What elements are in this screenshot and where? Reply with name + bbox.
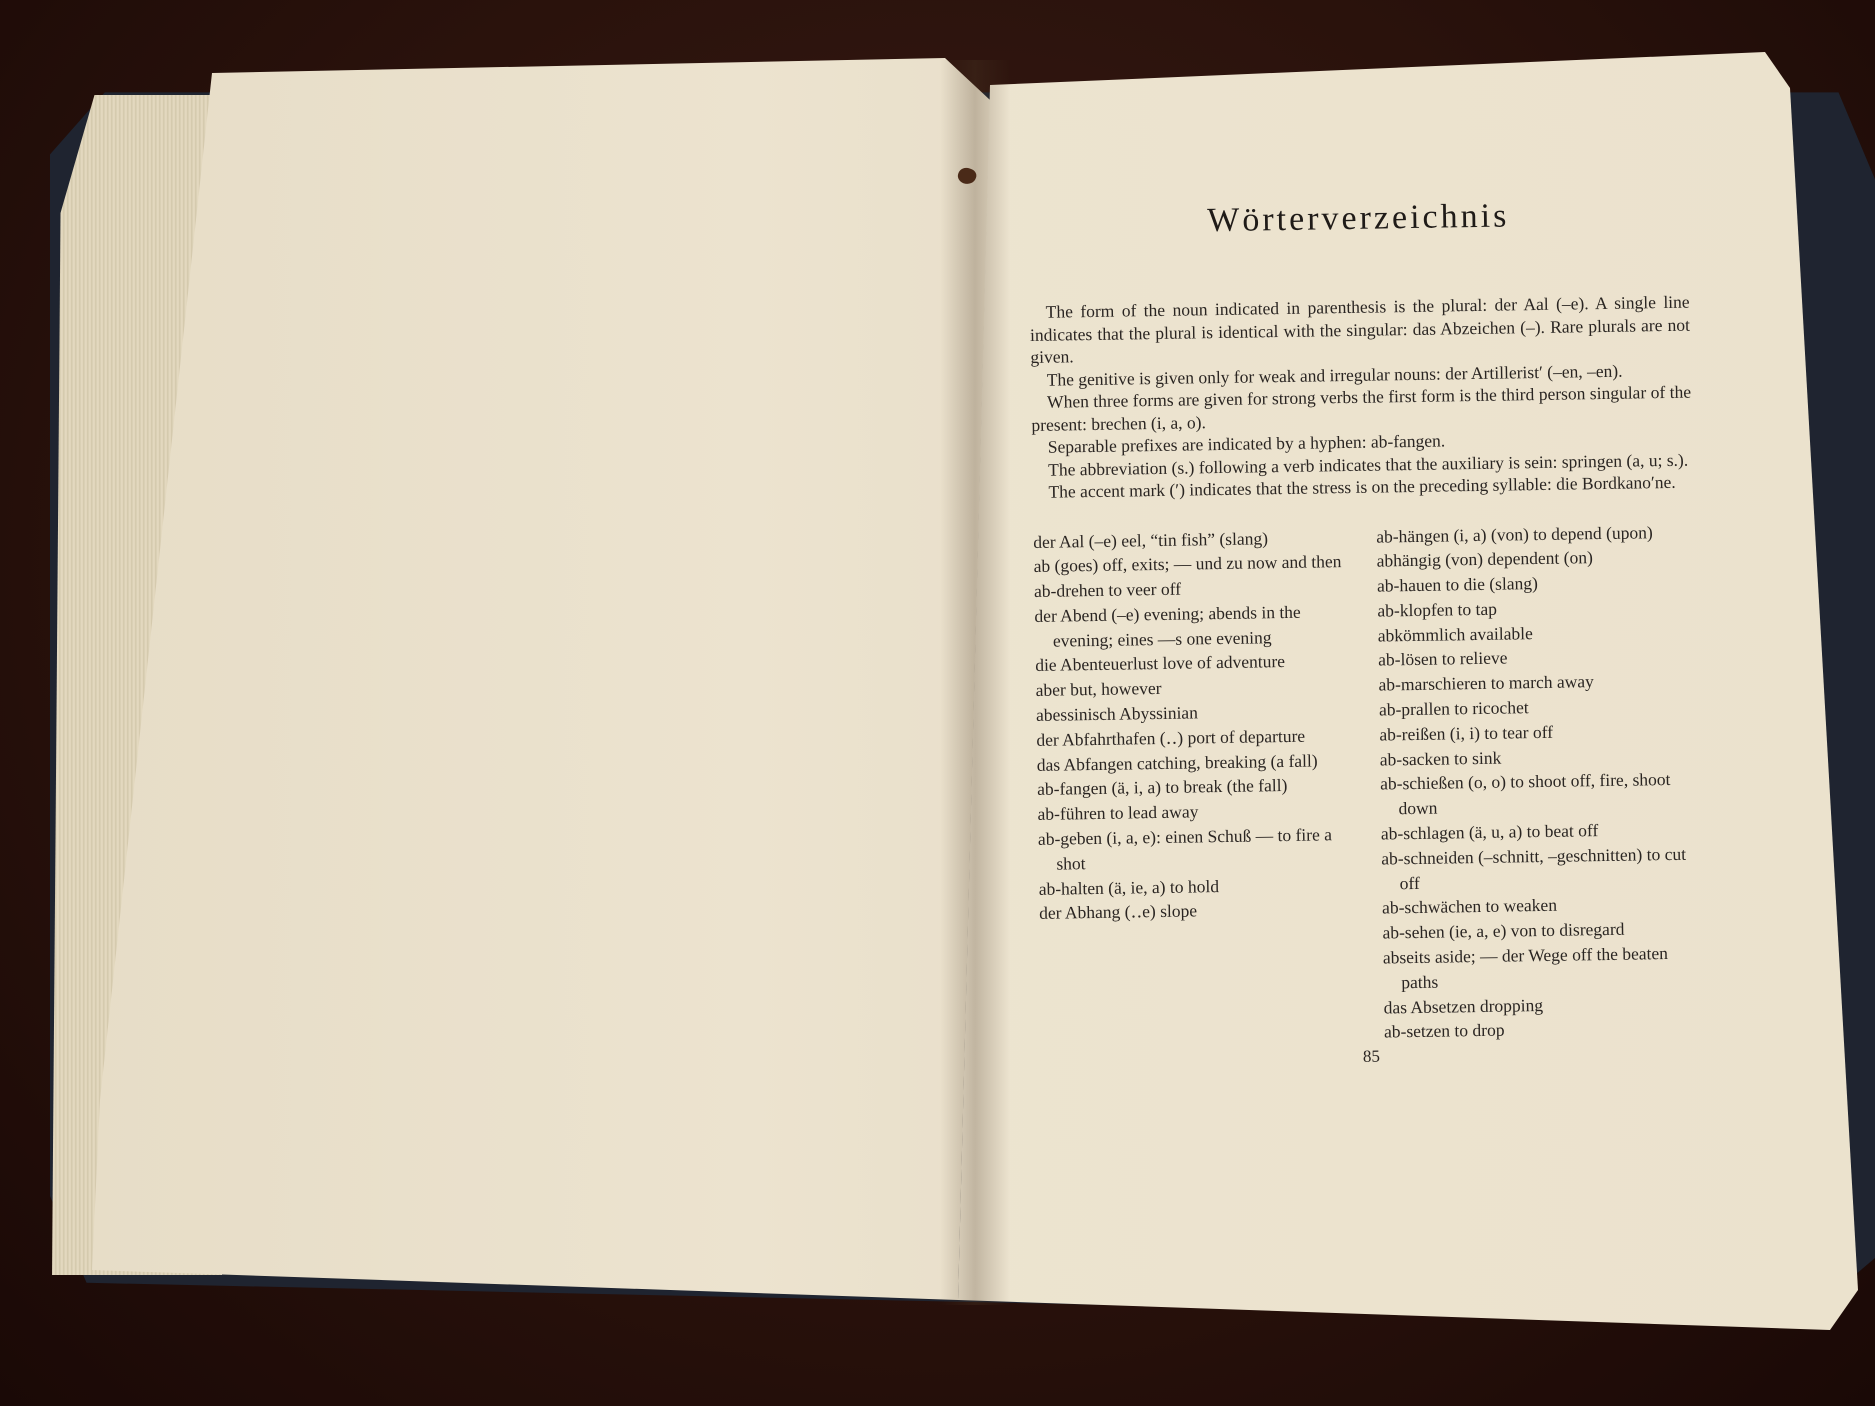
glossary-entry: abkömmlich available	[1377, 622, 1533, 646]
glossary-entry: der Abfahrthafen (‥) port of departure	[1036, 725, 1306, 750]
glossary-entry: der Abend (–e) evening; abends in the evening; eines —s one evening	[1034, 601, 1301, 651]
glossary-entry: das Absetzen dropping	[1383, 994, 1544, 1018]
glossary-entry: aber but, however	[1035, 678, 1162, 701]
glossary-entry: ab-geben (i, a, e): einen Schuß — to fire a shot	[1037, 824, 1333, 874]
glossary-columns	[1033, 519, 1701, 1050]
intro-paragraph: The genitive is given only for weak and irregular nouns: der Artillerist′ (–en, –en).	[1046, 360, 1623, 390]
glossary-entry: abhängig (von) dependent (on)	[1376, 547, 1594, 571]
glossary-entry: ab-marschieren to march away	[1378, 671, 1594, 695]
glossary-left-column	[1033, 524, 1358, 1050]
intro-paragraph: The accent mark (′) indicates that the stress is on the preceding syllable: die Bordkano′ne.	[1048, 471, 1676, 502]
glossary-entry: ab-schwächen to weaken	[1381, 895, 1558, 918]
glossary-entry: der Abhang (‥e) slope	[1038, 900, 1198, 924]
page-title: Wörterverzeichnis	[1206, 197, 1510, 240]
glossary-entry: der Aal (–e) eel, “tin fish” (slang)	[1033, 527, 1269, 552]
glossary-entry: ab-reißen (i, i) to tear off	[1379, 721, 1554, 745]
intro-paragraph: The form of the noun indicated in parenthesis is the plural: der Aal (–e). A single line indicates that the plural is identical with the singular: das Abzeichen (–). Rare plurals are not given.	[1029, 291, 1691, 367]
glossary-entry: die Abenteuerlust love of adventure	[1035, 651, 1286, 676]
glossary-entry: ab-klopfen to tap	[1377, 598, 1498, 621]
glossary-entry: ab-schießen (o, o) to shoot off, fire, shoot down	[1379, 769, 1671, 819]
intro-paragraph: Separable prefixes are indicated by a hyphen: ab-fangen.	[1047, 430, 1446, 457]
glossary-entry: das Abfangen catching, breaking (a fall)	[1036, 750, 1318, 775]
glossary-entry: ab-sacken to sink	[1379, 747, 1502, 770]
glossary-right-column	[1376, 519, 1701, 1045]
glossary-entry: ab-setzen to drop	[1383, 1020, 1505, 1042]
glossary-entry: ab-drehen to veer off	[1033, 578, 1182, 602]
glossary-entry: ab-schneiden (–schnitt, –geschnitten) to cut off	[1381, 843, 1687, 893]
page-content	[1028, 195, 1702, 1072]
book-gutter	[940, 60, 1010, 1305]
glossary-entry: ab (goes) off, exits; — und zu now and then	[1033, 551, 1342, 577]
intro-paragraph: When three forms are given for strong verbs the first form is the third person singular of the present: brechen (i, a, o).	[1031, 381, 1692, 435]
glossary-entry: ab-hängen (i, a) (von) to depend (upon)	[1376, 521, 1653, 547]
glossary-entry: ab-prallen to ricochet	[1378, 697, 1529, 720]
glossary-entry: ab-halten (ä, ie, a) to hold	[1038, 875, 1220, 899]
glossary-entry: abseits aside; — der Wege off the beaten paths	[1382, 943, 1669, 993]
glossary-entry: ab-schlagen (ä, u, a) to beat off	[1380, 820, 1599, 844]
page-number: 85	[1362, 1046, 1381, 1067]
intro-notes	[1030, 291, 1693, 504]
glossary-entry: abessinisch Abyssinian	[1035, 702, 1199, 726]
glossary-entry: ab-fangen (ä, i, a) to break (the fall)	[1037, 775, 1288, 800]
glossary-entry: ab-sehen (ie, a, e) von to disregard	[1382, 918, 1625, 943]
intro-paragraph: The abbreviation (s.) following a verb indicates that the auxiliary is sein: springen (a, u; s.).	[1047, 449, 1689, 480]
glossary-entry: ab-hauen to die (slang)	[1376, 573, 1539, 596]
glossary-entry: ab-führen to lead away	[1037, 801, 1199, 825]
glossary-entry: ab-lösen to relieve	[1378, 648, 1508, 671]
